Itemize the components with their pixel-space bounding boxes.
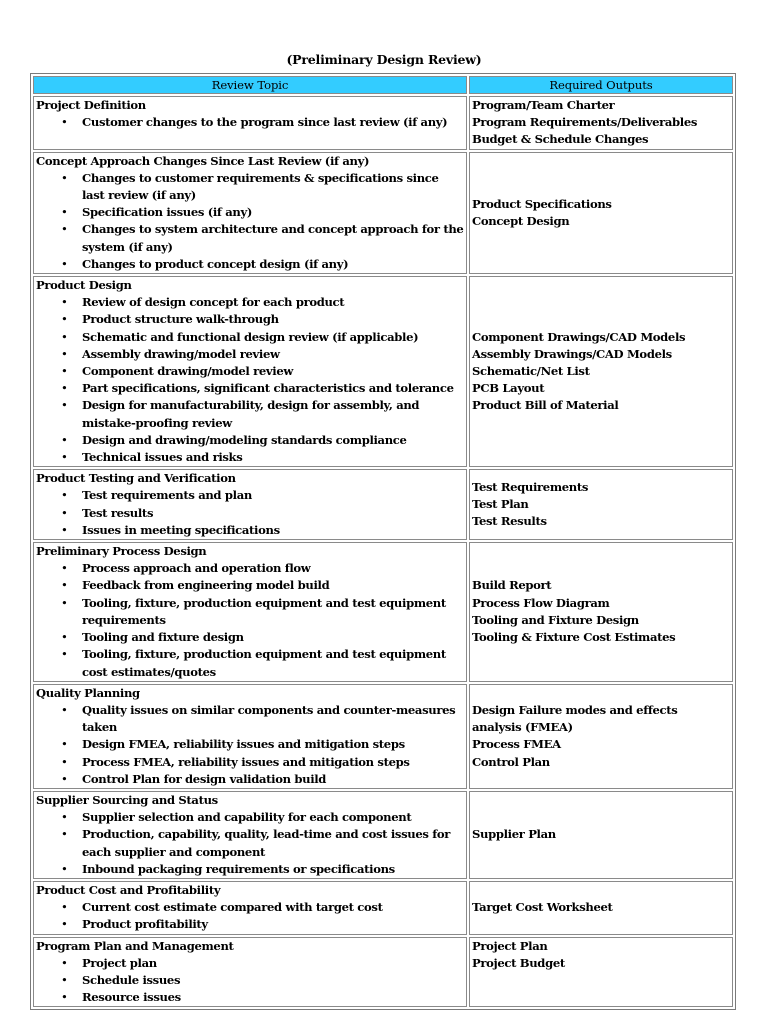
output-item: Concept Design: [472, 213, 570, 228]
topic-bullet-list: [36, 560, 464, 680]
output-item: Control Plan: [472, 754, 550, 769]
list-item: • Tooling and fixture design: [82, 629, 464, 646]
review-topic-cell: [33, 276, 467, 467]
review-topic-cell: [33, 684, 467, 789]
list-item: • Feedback from engineering model build: [82, 577, 464, 594]
required-outputs-cell: [469, 791, 733, 879]
topic-title: Concept Approach Changes Since Last Review (if any): [36, 153, 370, 168]
table-row: [33, 152, 733, 274]
output-item: Process Flow Diagram: [472, 595, 610, 610]
output-item: Budget & Schedule Changes: [472, 132, 649, 147]
topic-title: Product Testing and Verification: [36, 471, 236, 486]
review-topic-cell: [33, 791, 467, 879]
table-header-row: [33, 76, 733, 94]
document-title: (Preliminary Design Review): [286, 52, 482, 67]
table-row: [33, 469, 733, 540]
output-item: Test Plan: [472, 497, 529, 512]
topic-title: Product Design: [36, 278, 132, 293]
topic-bullet-list: [36, 294, 464, 466]
table-row: [33, 791, 733, 879]
list-item: • Issues in meeting specifications: [82, 522, 464, 539]
output-item: Project Plan: [472, 938, 548, 953]
output-item: Design Failure modes and effects analysis (FMEA): [472, 702, 678, 735]
review-topic-cell: [33, 542, 467, 682]
list-item: • Part specifications, significant characteristics and tolerance: [82, 380, 464, 397]
review-topic-cell: [33, 881, 467, 935]
table-row: [33, 937, 733, 1008]
required-outputs-cell: [469, 469, 733, 540]
review-topic-cell: [33, 96, 467, 150]
output-item: Supplier Plan: [472, 827, 556, 842]
output-item: Target Cost Worksheet: [472, 900, 613, 915]
list-item: • Design for manufacturability, design for assembly, and mistake-proofing review: [82, 397, 464, 431]
list-item: • Design FMEA, reliability issues and mitigation steps: [82, 736, 464, 753]
list-item: • Project plan: [82, 955, 464, 972]
output-item: Assembly Drawings/CAD Models: [472, 346, 672, 361]
list-item: • Review of design concept for each product: [82, 294, 464, 311]
output-item: Component Drawings/CAD Models: [472, 329, 686, 344]
list-item: • Schematic and functional design review (if applicable): [82, 329, 464, 346]
output-item: Process FMEA: [472, 737, 561, 752]
output-item: Product Bill of Material: [472, 398, 619, 413]
list-item: • Component drawing/model review: [82, 363, 464, 380]
list-item: • Specification issues (if any): [82, 204, 464, 221]
list-item: • Test requirements and plan: [82, 487, 464, 504]
topic-bullet-list: [36, 114, 464, 131]
topic-title: Supplier Sourcing and Status: [36, 792, 218, 807]
required-outputs-cell: [469, 684, 733, 789]
table-row: [33, 542, 733, 682]
required-outputs-cell: [469, 937, 733, 1008]
output-item: PCB Layout: [472, 381, 545, 396]
list-item: • Production, capability, quality, lead-time and cost issues for each supplier and component: [82, 826, 464, 860]
table-row: [33, 96, 733, 150]
review-topic-cell: [33, 937, 467, 1008]
topic-title: Preliminary Process Design: [36, 544, 207, 559]
header-review-topic: Review Topic: [33, 76, 467, 94]
output-item: Schematic/Net List: [472, 364, 590, 379]
output-item: Project Budget: [472, 955, 565, 970]
topic-bullet-list: [36, 487, 464, 539]
table-row: [33, 881, 733, 935]
list-item: • Resource issues: [82, 989, 464, 1006]
list-item: • Schedule issues: [82, 972, 464, 989]
required-outputs-cell: [469, 542, 733, 682]
header-required-outputs: Required Outputs: [469, 76, 733, 94]
list-item: • Changes to system architecture and concept approach for the system (if any): [82, 221, 464, 255]
topic-bullet-list: [36, 955, 464, 1007]
required-outputs-cell: [469, 276, 733, 467]
list-item: • Process FMEA, reliability issues and mitigation steps: [82, 754, 464, 771]
output-item: Tooling & Fixture Cost Estimates: [472, 630, 676, 645]
list-item: • Changes to product concept design (if any): [82, 256, 464, 273]
output-item: Test Requirements: [472, 479, 589, 494]
list-item: • Tooling, fixture, production equipment and test equipment cost estimates/quotes: [82, 646, 464, 680]
list-item: • Tooling, fixture, production equipment and test equipment requirements: [82, 595, 464, 629]
topic-title: Product Cost and Profitability: [36, 882, 221, 897]
list-item: • Quality issues on similar components and counter-measures taken: [82, 702, 464, 736]
list-item: • Assembly drawing/model review: [82, 346, 464, 363]
table-row: [33, 684, 733, 789]
output-item: Product Specifications: [472, 196, 612, 211]
review-table: [30, 73, 736, 1010]
table-row: [33, 276, 733, 467]
list-item: • Test results: [82, 505, 464, 522]
topic-bullet-list: [36, 899, 464, 933]
review-topic-cell: [33, 469, 467, 540]
list-item: • Technical issues and risks: [82, 449, 464, 466]
list-item: • Process approach and operation flow: [82, 560, 464, 577]
list-item: • Product profitability: [82, 916, 464, 933]
review-table-body: [33, 96, 733, 1007]
output-item: Program/Team Charter: [472, 98, 615, 112]
topic-title: Quality Planning: [36, 685, 140, 700]
list-item: • Supplier selection and capability for each component: [82, 809, 464, 826]
topic-bullet-list: [36, 170, 464, 273]
topic-bullet-list: [36, 702, 464, 788]
list-item: • Inbound packaging requirements or specifications: [82, 861, 464, 878]
output-item: Test Results: [472, 514, 547, 529]
list-item: • Design and drawing/modeling standards compliance: [82, 432, 464, 449]
list-item: • Customer changes to the program since last review (if any): [82, 114, 464, 131]
list-item: • Changes to customer requirements & specifications since last review (if any): [82, 170, 464, 204]
topic-bullet-list: [36, 809, 464, 878]
required-outputs-cell: [469, 96, 733, 150]
review-topic-cell: [33, 152, 467, 274]
topic-title: Program Plan and Management: [36, 938, 234, 953]
output-item: Build Report: [472, 578, 552, 593]
list-item: • Control Plan for design validation build: [82, 771, 464, 788]
list-item: • Product structure walk-through: [82, 311, 464, 328]
list-item: • Current cost estimate compared with target cost: [82, 899, 464, 916]
output-item: Tooling and Fixture Design: [472, 612, 639, 627]
required-outputs-cell: [469, 152, 733, 274]
topic-title: Project Definition: [36, 98, 146, 112]
output-item: Program Requirements/Deliverables: [472, 115, 698, 130]
required-outputs-cell: [469, 881, 733, 935]
